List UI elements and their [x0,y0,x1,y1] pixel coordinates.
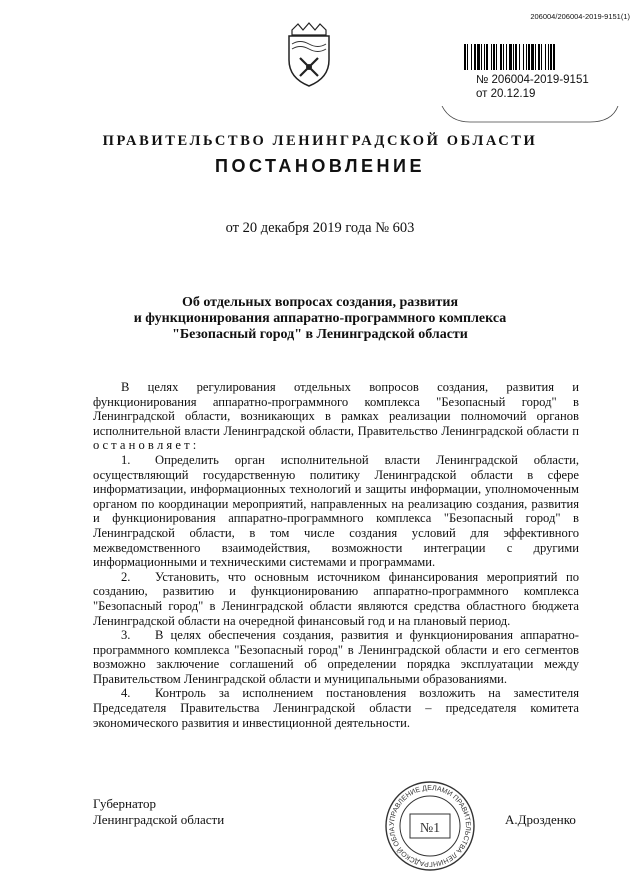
registration-number: № 206004-2019-9151 [476,74,589,86]
signatory-position [93,796,224,828]
document-body [93,380,579,730]
document-reference: 206004/206004-2019-9151(1) [530,12,630,21]
clause-text: Определить орган исполнительной власти Ленинградской области, осуществляющий государственную политику Ленинградской области в сфере информатизации, информационных технологий и защиты информации, уполномоченным органом по координации мероприятий, направленных на реализацию создания, развития и функционирования аппаратно-программного комплекса "Безопасный город" в Ленинградской области, в том числе создания условий для эффективного межведомственного взаимодействия, возможности интеграции с другими информационными и техническими системами и программами. [93,452,579,570]
decree-date-number: от 20 декабря 2019 года № 603 [225,220,415,236]
clause [93,628,579,686]
title-line: Об отдельных вопросах создания, развития [181,295,459,310]
preamble: В целях регулирования отдельных вопросов создания, развития и функционирования аппаратно-программного комплекса "Безопасный город" в Ленинградской области, возникающих в рамках реализации полномочий органов исполнительной власти Ленинградской области, Правительство Ленинградской области п о с т а н о в л я е т : [93,380,579,453]
clause-text: В целях обеспечения создания, развития и функционирования аппаратно-программного комплекса "Безопасный город" в Ленинградской области и его сегментов возможно заключение соглашений об определении порядка эксплуатации между Правительством Ленинградской области и муниципальными образованиями. [93,628,579,686]
clause-text: Установить, что основным источником финансирования мероприятий по созданию, развитию и функционированию аппаратно-программного комплекса "Безопасный город" в Ленинградской области являются средства областного бюджета Ленинградской области на очередной финансовый год и на плановый период. [93,569,579,628]
clause [93,453,579,570]
signatory-name: А.Дрозденко [505,812,576,827]
header-corner-lines [440,106,620,124]
clause [93,686,579,730]
clause-number: 1. [121,452,131,467]
official-seal [384,780,476,872]
seal-center-text: №1 [419,821,441,836]
seal-outer-text: УПРАВЛЕНИЕ ДЕЛАМИ ПРАВИТЕЛЬСТВА ЛЕНИНГРАДСКОЙ ОБЛА [388,784,472,868]
clause-number: 4. [121,686,131,701]
position-title: Губернатор [93,796,156,811]
clause-number: 2. [121,569,131,584]
position-region: Ленинградской области [93,812,225,827]
registration-date: от 20.12.19 [476,88,536,100]
document-title [100,295,540,343]
document-type: ПОСТАНОВЛЕНИЕ [215,156,425,176]
clause-number: 3. [121,628,131,643]
coat-of-arms-icon [286,22,332,88]
title-line: "Безопасный город" в Ленинградской области [172,327,468,342]
clause-text: Контроль за исполнением постановления возложить на заместителя Председателя Правительства Ленинградской области – председателя комитета экономического развития и инвестиционной деятельности. [93,686,579,730]
government-name: ПРАВИТЕЛЬСТВО ЛЕНИНГРАДСКОЙ ОБЛАСТИ [102,133,538,149]
barcode [464,44,624,70]
title-line: и функционирования аппаратно-программного комплекса [133,311,507,326]
clause [93,570,579,628]
